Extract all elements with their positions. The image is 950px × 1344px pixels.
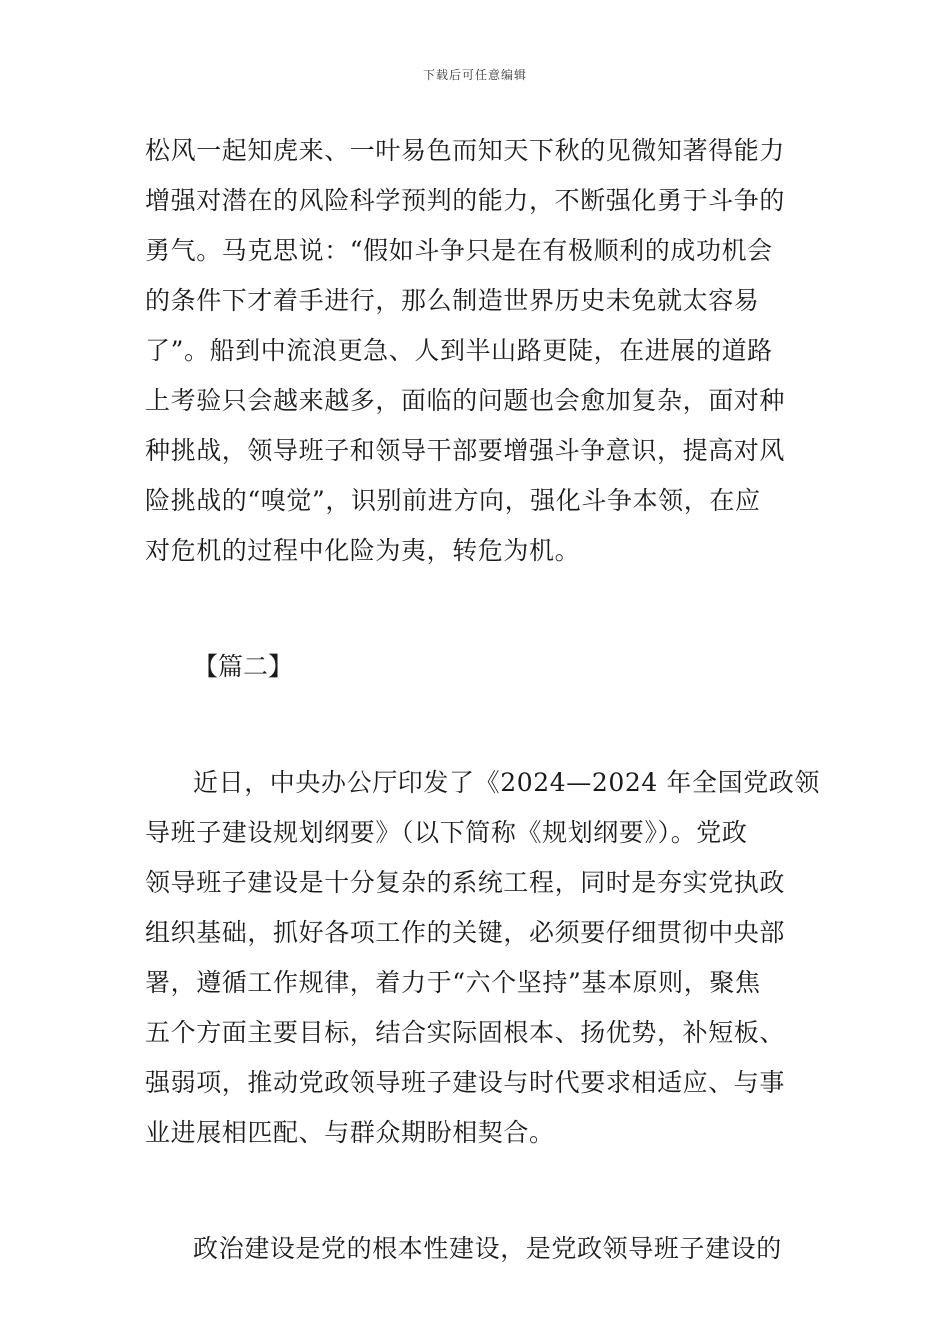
paragraph-line: 业进展相匹配、与群众期盼相契合。 — [145, 1118, 555, 1147]
paragraph-line: 五个方面主要目标，结合实际固根本、扬优势，补短板、 — [145, 1018, 786, 1047]
paragraph-2 — [145, 758, 820, 1158]
paragraph-line: 导班子建设规划纲要》（以下简称《规划纲要》）。党政 — [145, 818, 748, 847]
paragraph-line: 近日，中央办公厅印发了《2024—2024 年全国党政领 — [193, 768, 820, 797]
paragraph-spacer — [145, 1158, 810, 1224]
paragraph-line: 增强对潜在的风险科学预判的能力，不断强化勇于斗争的 — [145, 186, 786, 215]
paragraph-line: 险挑战的“嗅觉”，识别前进方向，强化斗争本领，在应 — [145, 486, 761, 515]
paragraph-line: 署，遵循工作规律，着力于“六个坚持”基本原则，聚焦 — [145, 968, 761, 997]
paragraph-line: 政治建设是党的根本性建设，是党政领导班子建设的 — [193, 1234, 782, 1263]
document-body — [145, 126, 820, 1274]
paragraph-line: 的条件下才着手进行，那么制造世界历史未免就太容易 — [145, 286, 760, 315]
paragraph-3 — [145, 1224, 810, 1274]
paragraph-1 — [145, 126, 810, 576]
paragraph-line: 领导班子建设是十分复杂的系统工程，同时是夯实党执政 — [145, 868, 786, 897]
paragraph-line: 上考验只会越来越多，面临的问题也会愈加复杂，面对种 — [145, 386, 786, 415]
section-heading: 【篇二】 — [193, 652, 294, 681]
paragraph-line: 组织基础，抓好各项工作的关键，必须要仔细贯彻中央部 — [145, 918, 786, 947]
paragraph-line: 强弱项，推动党政领导班子建设与时代要求相适应、与事 — [145, 1068, 786, 1097]
page-header-note: 下载后可任意编辑 — [422, 68, 527, 82]
paragraph-line: 松风一起知虎来、一叶易色而知天下秋的见微知著得能力 — [145, 136, 786, 165]
paragraph-line: 了”。船到中流浪更急、人到半山路更陡，在进展的道路 — [145, 336, 773, 365]
paragraph-spacer — [145, 576, 810, 642]
paragraph-line: 对危机的过程中化险为夷，转危为机。 — [145, 536, 581, 565]
paragraph-line: 勇气。马克思说：“假如斗争只是在有极顺利的成功机会 — [145, 236, 773, 265]
paragraph-spacer — [145, 692, 810, 758]
paragraph-line: 种挑战，领导班子和领导干部要增强斗争意识，提高对风 — [145, 436, 786, 465]
